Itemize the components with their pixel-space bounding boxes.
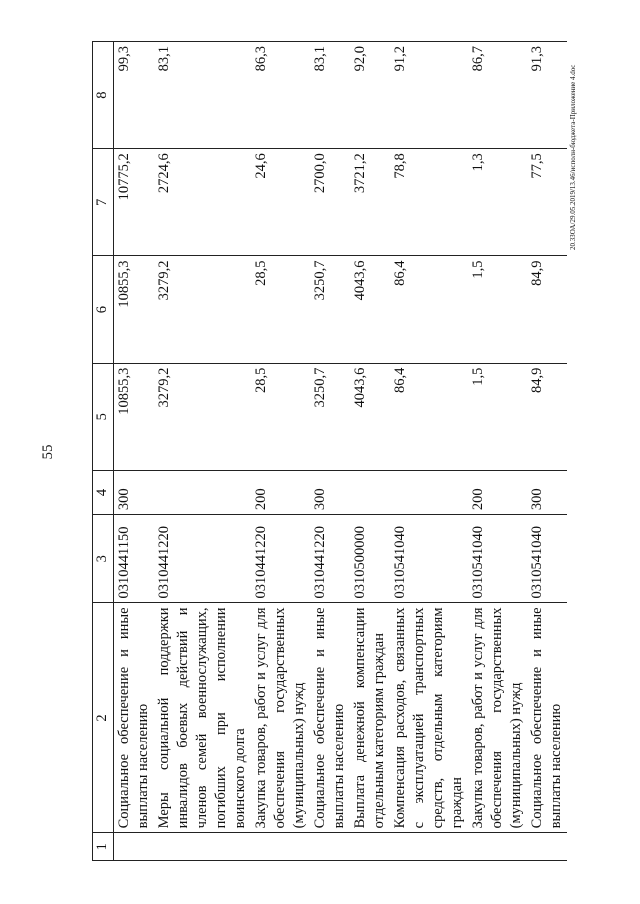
row-value-5: 10855,3: [114, 363, 155, 470]
column-number-8: 8: [93, 42, 114, 149]
row-code: 0310441220: [154, 515, 251, 603]
row-value-5: 1,5: [468, 363, 527, 470]
row-value-6: 3250,7: [310, 256, 350, 363]
rotated-table-sheet: [92, 41, 592, 861]
row-value-5: 86,4: [390, 363, 468, 470]
row-expense-type: [350, 470, 390, 514]
row-value-8: 91,2: [390, 42, 468, 149]
row-value-7: 24,6: [251, 149, 310, 256]
row-value-5: 28,5: [251, 363, 310, 470]
column-number-5: 5: [93, 363, 114, 470]
row-expense-type: [390, 470, 468, 514]
row-value-5: 3250,7: [310, 363, 350, 470]
row-code: 0310541040: [527, 515, 567, 603]
row-name: Социальное обеспечение и иные выплаты населению: [527, 603, 567, 833]
row-name: Социальное обеспечение и иные выплаты населению: [310, 603, 350, 833]
row-value-5: 84,9: [527, 363, 567, 470]
row-value-6: 1,5: [468, 256, 527, 363]
row-expense-type: [154, 470, 251, 514]
row-expense-type: 300: [310, 470, 350, 514]
row-index-cell: [154, 833, 251, 861]
row-index-cell: [468, 833, 527, 861]
row-index-cell: [114, 833, 155, 861]
row-value-8: 86,7: [468, 42, 527, 149]
row-value-8: 86,3: [251, 42, 310, 149]
row-value-6: 86,4: [390, 256, 468, 363]
row-index-cell: [527, 833, 567, 861]
row-value-7: 77,5: [527, 149, 567, 256]
row-value-8: 83,1: [310, 42, 350, 149]
row-value-8: 99,3: [114, 42, 155, 149]
row-name: Социальное обеспечение и иные выплаты населению: [114, 603, 155, 833]
column-number-4: 4: [93, 470, 114, 514]
table-row: [310, 42, 350, 861]
row-value-7: 2724,6: [154, 149, 251, 256]
row-code: 0310541040: [390, 515, 468, 603]
row-index-cell: [310, 833, 350, 861]
row-value-7: 78,8: [390, 149, 468, 256]
row-value-7: 3721,2: [350, 149, 390, 256]
row-expense-type: 300: [114, 470, 155, 514]
table-row: [251, 42, 310, 861]
row-value-6: 3279,2: [154, 256, 251, 363]
table-row: [350, 42, 390, 861]
column-number-header-row: [93, 42, 114, 861]
table-row: [468, 42, 527, 861]
document-footer-path: [568, 0, 578, 250]
row-code: 0310441220: [251, 515, 310, 603]
row-code: 0310441220: [310, 515, 350, 603]
column-number-3: 3: [93, 515, 114, 603]
row-name: Выплата денежной компенсации отдельным категориям граждан: [350, 603, 390, 833]
row-name: Закупка товаров, работ и услуг для обеспечения государственных (муниципальных) нужд: [251, 603, 310, 833]
row-index-cell: [390, 833, 468, 861]
row-value-5: 3279,2: [154, 363, 251, 470]
row-index-cell: [350, 833, 390, 861]
row-expense-type: 300: [527, 470, 567, 514]
budget-execution-table: [92, 41, 567, 861]
row-code: 0310541040: [468, 515, 527, 603]
row-value-5: 4043,6: [350, 363, 390, 470]
row-value-8: 92,0: [350, 42, 390, 149]
row-name: Компенсация расходов, связанных с эксплуатацией транспортных средств, отдельным категориям граждан: [390, 603, 468, 833]
row-value-7: 2700,0: [310, 149, 350, 256]
row-value-8: 91,3: [527, 42, 567, 149]
table-row: [390, 42, 468, 861]
row-value-8: 83,1: [154, 42, 251, 149]
row-value-6: 4043,6: [350, 256, 390, 363]
table-row: [114, 42, 155, 861]
row-code: 0310441150: [114, 515, 155, 603]
row-name: Закупка товаров, работ и услуг для обеспечения государственных (муниципальных) нужд: [468, 603, 527, 833]
row-name: Меры социальной поддержки инвалидов боевых действий и членов семей военнослужащих, погибших при исполнении воинского долга: [154, 603, 251, 833]
row-value-7: 10775,2: [114, 149, 155, 256]
column-number-1: 1: [93, 833, 114, 861]
column-number-6: 6: [93, 256, 114, 363]
row-value-6: 28,5: [251, 256, 310, 363]
row-value-7: 1,3: [468, 149, 527, 256]
row-value-6: 84,9: [527, 256, 567, 363]
table-row: [154, 42, 251, 861]
column-number-7: 7: [93, 149, 114, 256]
column-number-2: 2: [93, 603, 114, 833]
row-expense-type: 200: [251, 470, 310, 514]
page-number: 55: [40, 444, 56, 460]
table-row: [527, 42, 567, 861]
row-code: 0310500000: [350, 515, 390, 603]
row-value-6: 10855,3: [114, 256, 155, 363]
footer-path-text: 20.3ЗОА/29.05.2019/13.46/испoлн-бюджета-Приложение 4.doc: [569, 64, 577, 250]
row-expense-type: 200: [468, 470, 527, 514]
row-index-cell: [251, 833, 310, 861]
